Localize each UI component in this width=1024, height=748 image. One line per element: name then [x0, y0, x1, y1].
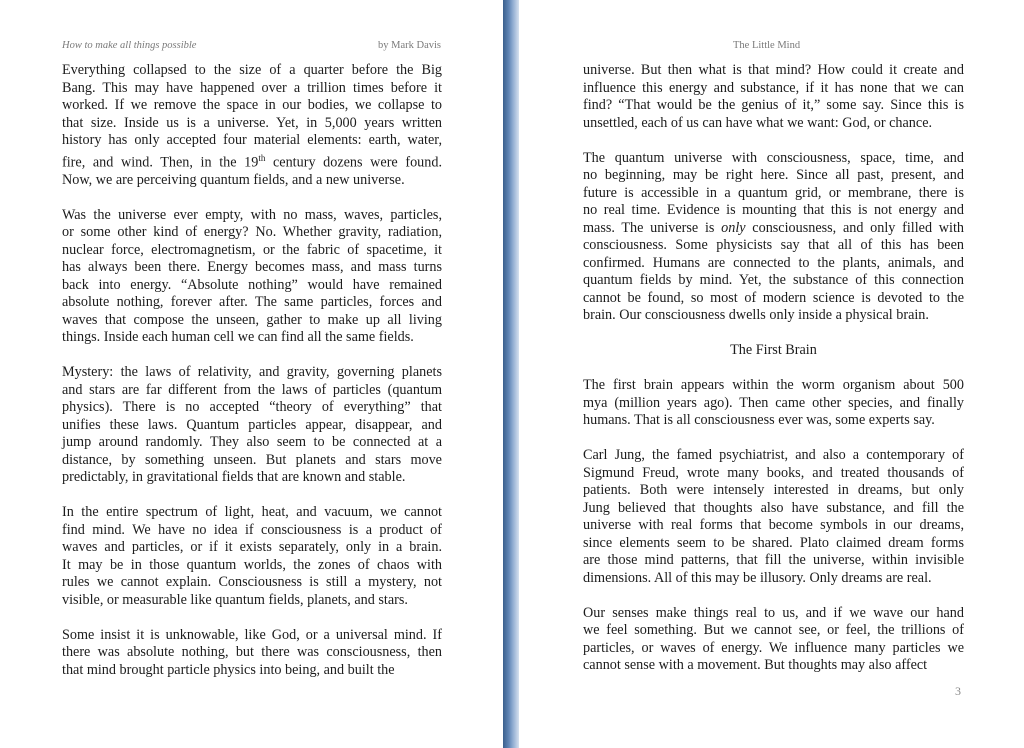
paragraph [583, 605, 964, 675]
text-line: back into energy. “Absolute nothing” would have remained [62, 276, 442, 293]
text-line: humans. That is all consciousness ever was, some experts say. [583, 412, 935, 428]
text-line: absolute nothing, forever after. The same particles, forces and [62, 294, 442, 311]
text-line: physics). There is no accepted “theory of everything” that [62, 399, 442, 416]
paragraph [62, 207, 442, 347]
text-line: unifies these laws. Quantum particles appear, disappear, and [62, 416, 442, 433]
text-line: distance, by something unseen. But planets and stars move [62, 451, 442, 468]
text-line: The quantum universe with consciousness, space, time, and [583, 149, 964, 166]
text-line: find mind. We have no idea if consciousness is a product of [62, 521, 442, 538]
text-line: jump around randomly. They also seem to be connected at a [62, 434, 442, 451]
left-page-body [62, 62, 442, 679]
text-line: are those mind patterns, that fill the universe, within invisible [583, 552, 964, 568]
text-line: cannot sense with a movement. But thoughts may also affect [583, 657, 928, 673]
text-line: Some insist it is unknowable, like God, or a universal mind. If [62, 626, 442, 643]
text-line: Mystery: the laws of relativity, and gravity, governing planets [62, 364, 442, 381]
paragraph [583, 377, 964, 430]
text-line: universe with real forms that become symbols in our dreams, [583, 517, 964, 533]
text-line: Everything collapsed to the size of a quarter before the Big [62, 62, 442, 78]
text-line: influence this energy and substance, if it has none that we can [583, 79, 964, 96]
text-line: future is accessible in a quantum grid, or membrane, there is [583, 184, 964, 201]
text-line: Now, we are perceiving quantum fields, and a new universe. [62, 171, 405, 188]
text-line: unsettled, each of us can have what we want: God, or chance. [583, 114, 933, 131]
text-line: In the entire spectrum of light, heat, and vacuum, we cannot [62, 504, 442, 521]
section-heading: The First Brain [730, 342, 817, 358]
text-line: confirmed. Humans are connected to the plants, animals, and [583, 254, 964, 271]
text-line: Carl Jung, the famed psychiatrist, and also a contemporary of [583, 447, 964, 463]
text-line: waves and particles, or if it exists separately, only in a brain. [62, 539, 442, 556]
text-line: we feel something. But we cannot see, or feel, the trillions of [583, 622, 964, 638]
running-header-book-title: The Little Mind [733, 40, 801, 51]
text-line: no real time. Evidence is mounting that this is not energy and [583, 202, 964, 218]
text-line: things. Inside each human cell we can find all the same fields. [62, 329, 414, 346]
text-line: brain. Our consciousness dwells only inside a physical brain. [583, 307, 929, 323]
page-gutter [503, 0, 519, 748]
text-line: particles, or waves of energy. We influence many particles we [583, 639, 964, 656]
text-line: no beginning, may be right here. Since all past, present, and [583, 167, 964, 183]
text-line: there was absolute nothing, but there was consciousness, then [62, 644, 442, 661]
text-line: that mind brought particle physics into being, and built the [62, 661, 395, 678]
section-body [583, 377, 964, 675]
page-number: 3 [955, 684, 961, 698]
paragraph [583, 150, 964, 325]
text-line: consciousness. Some physicists say that all of this has been [583, 237, 964, 253]
text-line: It may be in those quantum worlds, the zones of chaos with [62, 556, 442, 573]
text-line: waves that compose the unseen, gather to make up all living [62, 311, 442, 328]
paragraph [62, 504, 442, 609]
paragraph [583, 447, 964, 587]
text-line: Bang. This may have happened over a trillion times before it [62, 79, 442, 96]
right-page-body [583, 62, 964, 675]
right-page [519, 0, 1024, 748]
text-line: since elements seem to be shared. Plato claimed dream forms [583, 534, 964, 551]
text-line: mya (million years ago). Then came other species, and finally [583, 394, 964, 411]
text-line: has always been there. Energy becomes mass, and mass turns [62, 259, 442, 276]
text-line: cannot be found, so most of modern science is devoted to the [583, 289, 964, 306]
paragraph [583, 62, 964, 132]
text-line: dimensions. All of this may be illusory. Only dreams are real. [583, 569, 932, 586]
ordinal-suffix: th [258, 152, 266, 163]
text-line: quantum fields by mind. Yet, the substance of this connection [583, 272, 964, 288]
text-line: or some other kind of energy? No. Whether gravity, radiation, [62, 224, 442, 241]
text-line: universe. But then what is that mind? How could it create and [583, 62, 964, 78]
left-page [0, 0, 503, 748]
running-header-author: by Mark Davis [378, 40, 441, 51]
text-line: fire, and wind. Then, in the 19th century dozens were found. [62, 152, 442, 171]
text-line: visible, or measurable like quantum fields, planets, and stars. [62, 591, 408, 608]
text-line: Jung believed that thoughts also have substance, and fill the [583, 499, 964, 516]
paragraph [62, 364, 442, 487]
paragraph [62, 62, 442, 189]
text-line: predictably, in gravitational fields that are known and stable. [62, 469, 406, 486]
paragraph [62, 627, 442, 680]
text-line: Was the universe ever empty, with no mass, waves, particles, [62, 206, 442, 223]
text-line: and stars are far different from the laws of particles (quantum [62, 381, 442, 398]
text-line: The first brain appears within the worm organism about 500 [583, 377, 964, 393]
text-line: mass. The universe is only consciousness, and only filled with [583, 219, 964, 236]
text-line: rules we cannot explain. Consciousness is still a mystery, not [62, 574, 442, 591]
text-line: patients. Both were intensely interested in dreams, but only [583, 482, 964, 498]
text-line: Sigmund Freud, wrote many books, and treated thousands of [583, 464, 964, 481]
text-line: that size. Inside us is a universe. Yet, in 5,000 years written [62, 114, 442, 131]
text-line: Our senses make things real to us, and if we wave our hand [583, 604, 964, 621]
text-line: history has only accepted four material elements: earth, water, [62, 132, 442, 148]
emphasis: only [721, 219, 746, 236]
text-line: find? “That would be the genius of it,” some say. Since this is [583, 97, 964, 113]
text-line: nuclear force, electromagnetism, or the fabric of spacetime, it [62, 241, 442, 258]
running-header-title: How to make all things possible [62, 40, 197, 51]
text-line: worked. If we remove the space in our bodies, we collapse to [62, 97, 442, 113]
